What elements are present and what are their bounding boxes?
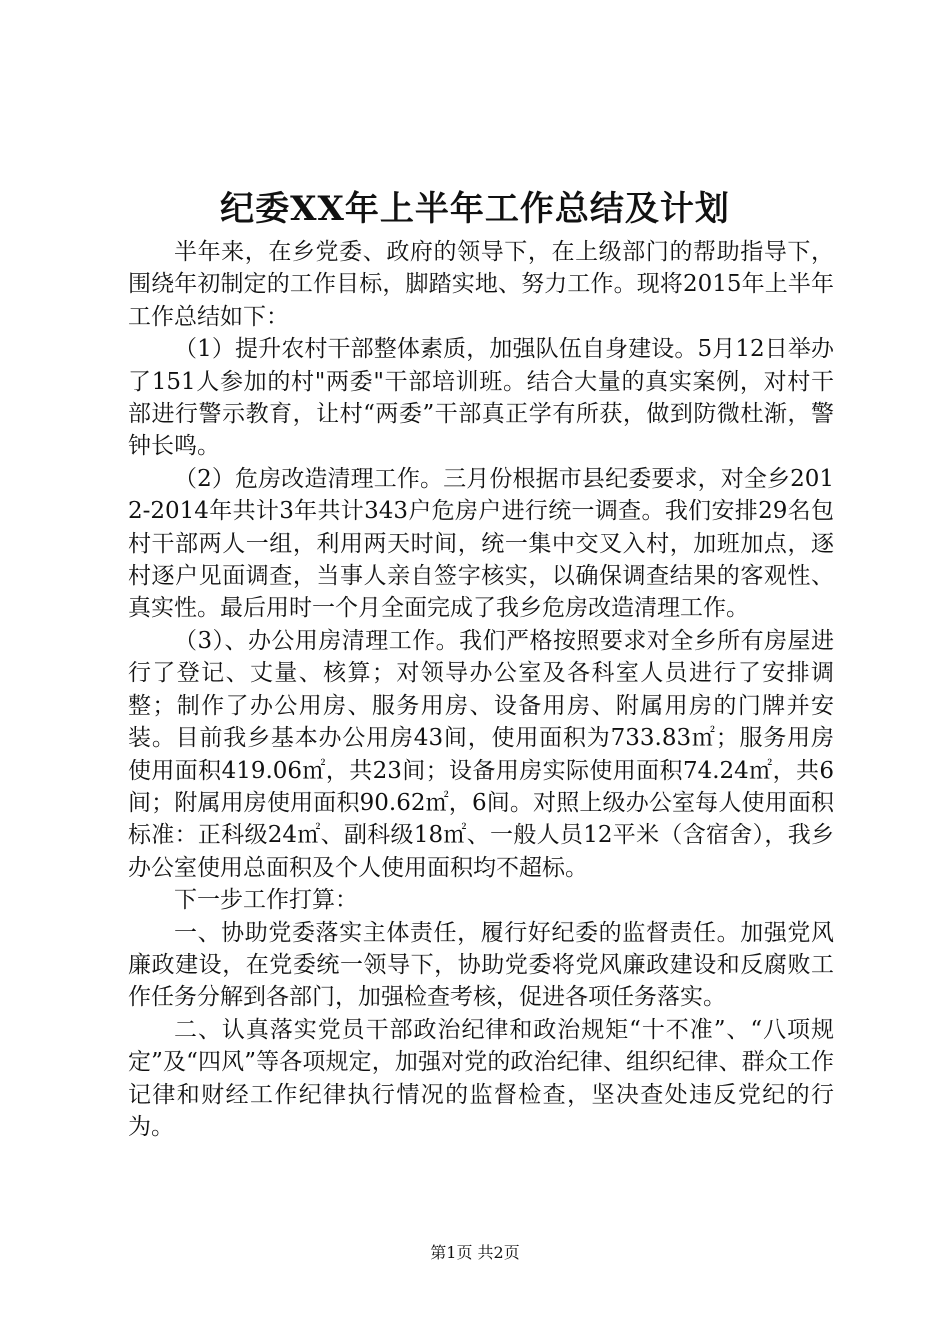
paragraph-item-2: （2）危房改造清理工作。三月份根据市县纪委要求，对全乡2012-2014年共计3年共计343户危房户进行统一调查。我们安排29名包村干部两人一组，利用两天时间，统一集中交叉入村，加班加点，逐村逐户见面调查，当事人亲自签字核实，以确保调查结果的客观性、真实性。最后用时一个月全面完成了我乡危房改造清理工作。	[128, 465, 834, 622]
paragraph-plan-2: 二、认真落实党员干部政治纪律和政治规矩“十不准”、“八项规定”及“四风”等各项规定，加强对党的政治纪律、组织纪律、群众工作记律和财经工作纪律执行情况的监督检查，坚决查处违反党纪的行为。	[128, 1016, 834, 1140]
document-body	[128, 236, 834, 1143]
paragraph-item-3: （3）、办公用房清理工作。我们严格按照要求对全乡所有房屋进行了登记、丈量、核算；对领导办公室及各科室人员进行了安排调整；制作了办公用房、服务用房、设备用房、附属用房的门牌并安装。目前我乡基本办公用房43间，使用面积为733.83㎡；服务用房使用面积419.06㎡，共23间；设备用房实际使用面积74.24㎡，共6间；附属用房使用面积90.62㎡，6间。对照上级办公室每人使用面积标准：正科级24㎡、副科级18㎡、一般人员12平米（含宿舍），我乡办公室使用总面积及个人使用面积均不超标。	[128, 627, 834, 881]
document-title: 纪委XX年上半年工作总结及计划	[220, 189, 730, 229]
paragraph-intro: 半年来，在乡党委、政府的领导下，在上级部门的帮助指导下，围绕年初制定的工作目标，脚踏实地、努力工作。现将2015年上半年工作总结如下：	[128, 239, 834, 330]
paragraph-next-steps-heading: 下一步工作打算：	[174, 887, 358, 914]
page-number-footer: 第1页 共2页	[430, 1243, 520, 1262]
paragraph-item-1: （1）提升农村干部整体素质，加强队伍自身建设。5月12日举办了151人参加的村"两委"干部培训班。结合大量的真实案例，对村干部进行警示教育，让村“两委”干部真正学有所获，做到防微杜渐，警钟长鸣。	[128, 336, 834, 460]
paragraph-plan-1: 一、协助党委落实主体责任，履行好纪委的监督责任。加强党风廉政建设，在党委统一领导下，协助党委将党风廉政建设和反腐败工作任务分解到各部门，加强检查考核，促进各项任务落实。	[128, 919, 834, 1011]
